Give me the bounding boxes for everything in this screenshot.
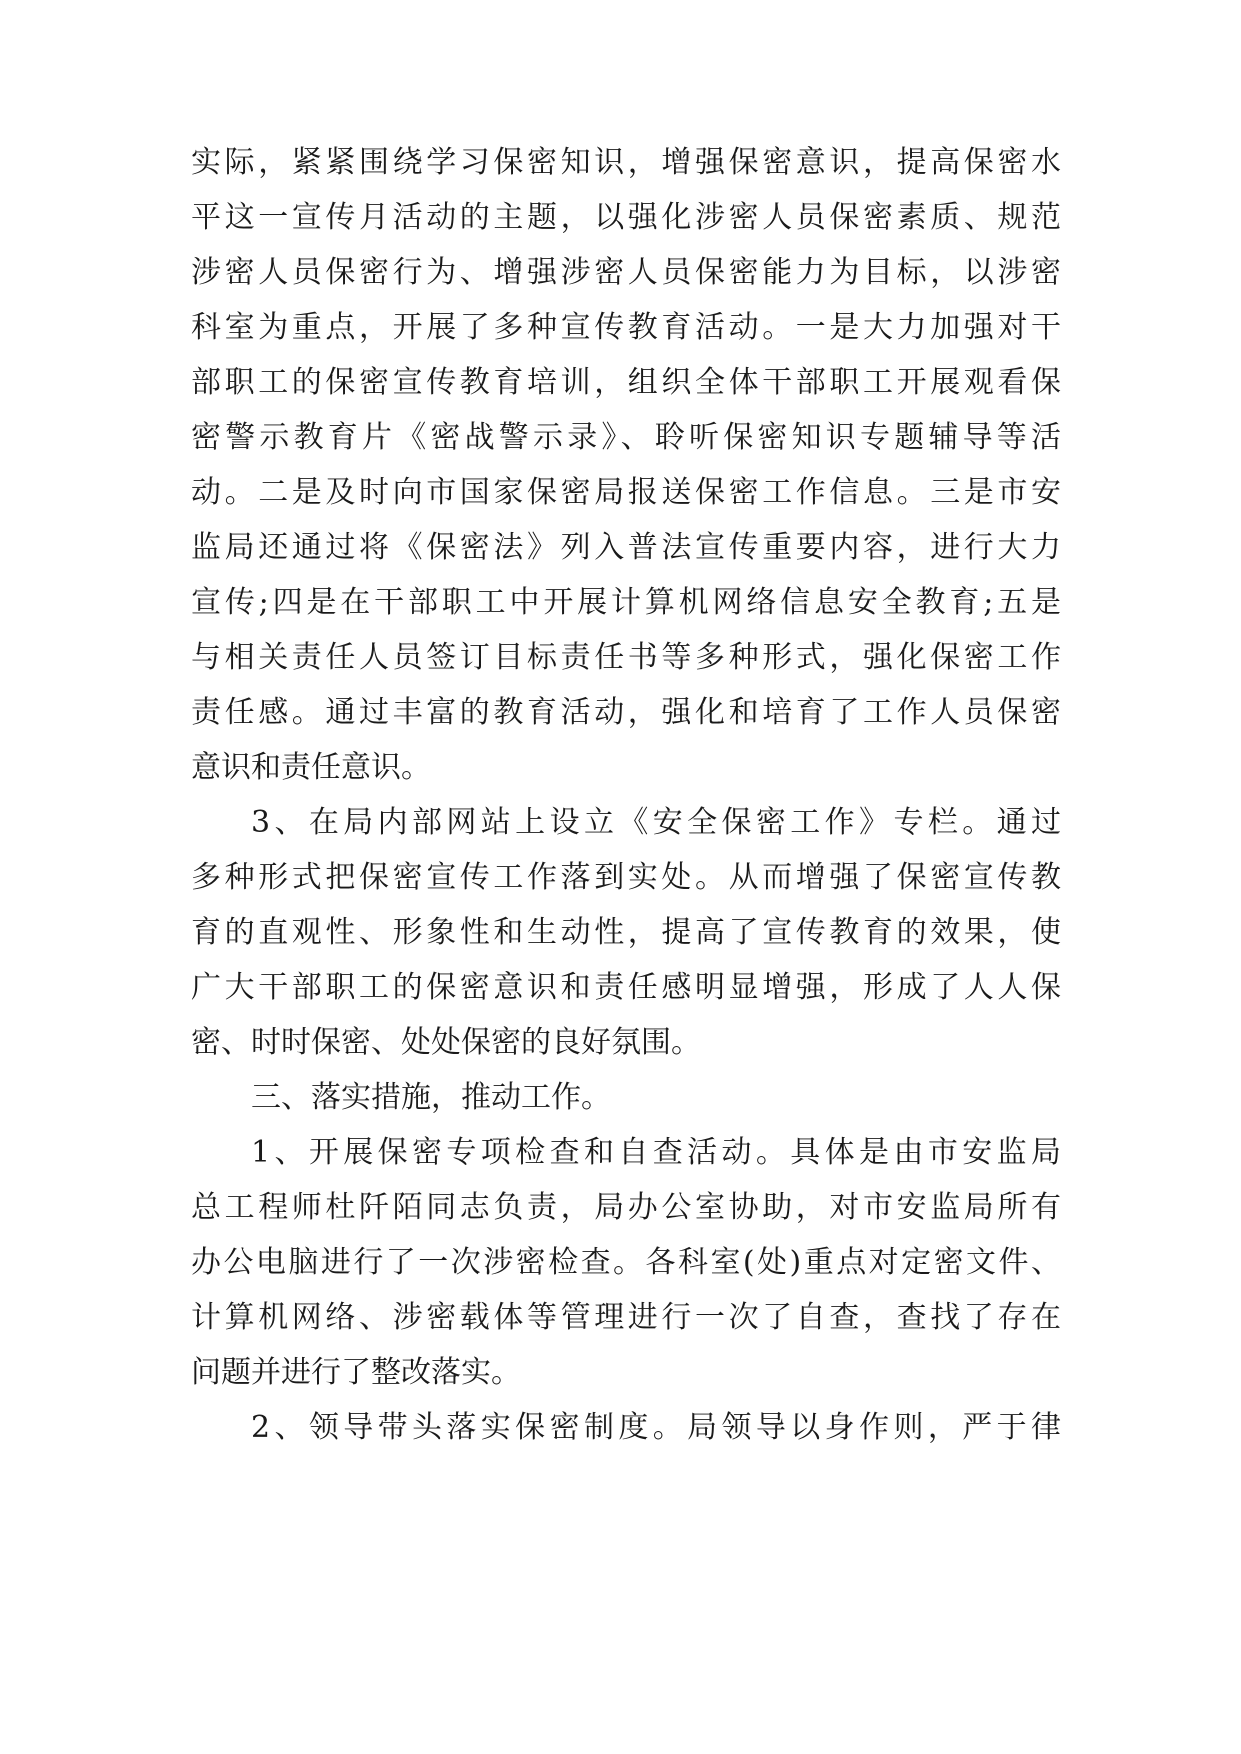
- text-line: 广大干部职工的保密意识和责任感明显增强，形成了人人保: [191, 970, 1061, 1005]
- text-line: 计算机网络、涉密载体等管理进行一次了自查，查找了存在: [191, 1300, 1061, 1335]
- text-line: 宣传;四是在干部职工中开展计算机网络信息安全教育;五是: [191, 585, 1061, 620]
- text-line: 意识和责任意识。: [191, 750, 431, 785]
- text-line: 密、时时保密、处处保密的良好氛围。: [191, 1025, 701, 1060]
- text-line: 问题并进行了整改落实。: [191, 1355, 521, 1390]
- text-line: 育的直观性、形象性和生动性，提高了宣传教育的效果，使: [191, 915, 1061, 950]
- text-line: 部职工的保密宣传教育培训，组织全体干部职工开展观看保: [191, 365, 1061, 400]
- text-line: 多种形式把保密宣传工作落到实处。从而增强了保密宣传教: [191, 860, 1061, 895]
- text-line: 涉密人员保密行为、增强涉密人员保密能力为目标，以涉密: [191, 255, 1061, 290]
- text-line: 办公电脑进行了一次涉密检查。各科室(处)重点对定密文件、: [191, 1245, 1061, 1280]
- text-line: 总工程师杜阡陌同志负责，局办公室协助，对市安监局所有: [191, 1190, 1061, 1225]
- section-heading: 三、落实措施，推动工作。: [251, 1080, 611, 1115]
- text-line: 与相关责任人员签订目标责任书等多种形式，强化保密工作: [191, 640, 1061, 675]
- paragraph-heading-line: 1、开展保密专项检查和自查活动。具体是由市安监局: [251, 1135, 1061, 1170]
- text-line: 科室为重点，开展了多种宣传教育活动。一是大力加强对干: [191, 310, 1061, 345]
- text-line: 责任感。通过丰富的教育活动，强化和培育了工作人员保密: [191, 695, 1061, 730]
- text-line: 密警示教育片《密战警示录》、聆听保密知识专题辅导等活: [191, 420, 1061, 455]
- text-line: 动。二是及时向市国家保密局报送保密工作信息。三是市安: [191, 475, 1061, 510]
- text-line: 实际，紧紧围绕学习保密知识，增强保密意识，提高保密水: [191, 145, 1061, 180]
- text-line: 平这一宣传月活动的主题，以强化涉密人员保密素质、规范: [191, 200, 1061, 235]
- text-line: 监局还通过将《保密法》列入普法宣传重要内容，进行大力: [191, 530, 1061, 565]
- paragraph-heading-line: 3、在局内部网站上设立《安全保密工作》专栏。通过: [251, 805, 1061, 840]
- paragraph-heading-line: 2、领导带头落实保密制度。局领导以身作则，严于律: [251, 1410, 1061, 1445]
